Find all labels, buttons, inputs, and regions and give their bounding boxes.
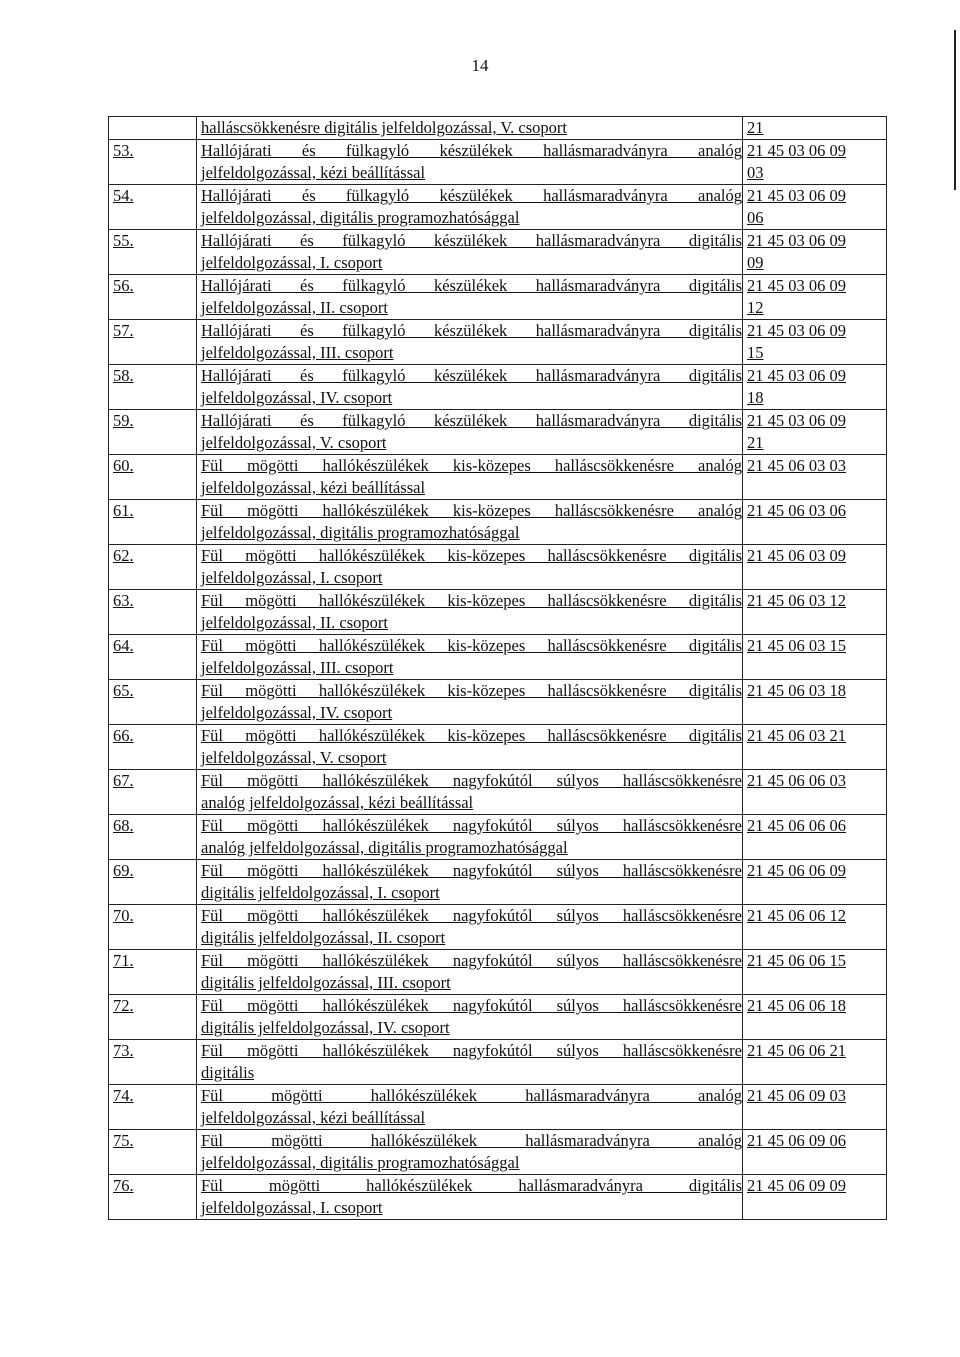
code-line-1: 21 45 06 03 06 xyxy=(747,501,846,520)
row-code xyxy=(743,770,887,815)
row-number: 58. xyxy=(109,365,197,410)
description-line-1: Hallójárati és fülkagyló készülékek hallásmaradványra digitális xyxy=(201,276,742,295)
margin-mark xyxy=(954,30,956,190)
description-line-2: jelfeldolgozással, I. csoport xyxy=(201,253,383,272)
row-code xyxy=(743,500,887,545)
description-line-1: Fül mögötti hallókészülékek kis-közepes halláscsökkenésre digitális xyxy=(201,546,742,565)
description-line-1: Fül mögötti hallókészülékek kis-közepes halláscsökkenésre digitális xyxy=(201,636,742,655)
description-line-1: Fül mögötti hallókészülékek kis-közepes halláscsökkenésre digitális xyxy=(201,681,742,700)
row-code xyxy=(743,1040,887,1085)
table-row xyxy=(109,680,887,725)
description-line-1: Fül mögötti hallókészülékek nagyfokútól súlyos halláscsökkenésre xyxy=(201,771,742,790)
row-number: 57. xyxy=(109,320,197,365)
description-line-1: Hallójárati és fülkagyló készülékek hallásmaradványra digitális xyxy=(201,231,742,250)
code-line-1: 21 45 06 09 09 xyxy=(747,1176,846,1195)
row-number: 67. xyxy=(109,770,197,815)
row-description xyxy=(197,140,743,185)
description-line-2: jelfeldolgozással, II. csoport xyxy=(201,613,388,632)
row-code xyxy=(743,725,887,770)
description-line-1: Fül mögötti hallókészülékek nagyfokútól súlyos halláscsökkenésre xyxy=(201,816,742,835)
description-line-2: jelfeldolgozással, digitális programozhatósággal xyxy=(201,1153,520,1172)
row-code xyxy=(743,860,887,905)
code-line-2: 12 xyxy=(747,298,764,317)
row-description xyxy=(197,905,743,950)
description-line-2: jelfeldolgozással, V. csoport xyxy=(201,748,387,767)
code-line-1: 21 45 03 06 09 xyxy=(747,276,846,295)
row-code xyxy=(743,950,887,995)
description-line-1: Fül mögötti hallókészülékek kis-közepes halláscsökkenésre analóg xyxy=(201,456,742,475)
row-number: 74. xyxy=(109,1085,197,1130)
table-body xyxy=(109,117,887,1220)
description-line-1: Fül mögötti hallókészülékek kis-közepes halláscsökkenésre analóg xyxy=(201,501,742,520)
table-row xyxy=(109,455,887,500)
row-number: 76. xyxy=(109,1175,197,1220)
code-line-1: 21 45 06 06 09 xyxy=(747,861,846,880)
row-description xyxy=(197,275,743,320)
description-line-1: Fül mögötti hallókészülékek hallásmaradványra analóg xyxy=(201,1131,742,1150)
row-description xyxy=(197,770,743,815)
row-description xyxy=(197,500,743,545)
description-line-1: Hallójárati és fülkagyló készülékek hallásmaradványra analóg xyxy=(201,186,742,205)
code-line-2: 15 xyxy=(747,343,764,362)
description-line-2: jelfeldolgozással, digitális programozhatósággal xyxy=(201,523,520,542)
table-row xyxy=(109,815,887,860)
table-row xyxy=(109,635,887,680)
row-code xyxy=(743,1175,887,1220)
description-line-1: Fül mögötti hallókészülékek kis-közepes halláscsökkenésre digitális xyxy=(201,726,742,745)
table-row xyxy=(109,590,887,635)
code-line-1: 21 45 06 03 09 xyxy=(747,546,846,565)
row-description xyxy=(197,320,743,365)
row-description xyxy=(197,725,743,770)
row-description xyxy=(197,365,743,410)
row-description xyxy=(197,185,743,230)
code-line-1: 21 45 06 03 15 xyxy=(747,636,846,655)
description-line-1: Fül mögötti hallókészülékek nagyfokútól súlyos halláscsökkenésre xyxy=(201,1041,742,1060)
row-number: 64. xyxy=(109,635,197,680)
description-line-1: Hallójárati és fülkagyló készülékek hallásmaradványra digitális xyxy=(201,321,742,340)
row-code xyxy=(743,680,887,725)
description-line-1: Fül mögötti hallókészülékek hallásmaradványra digitális xyxy=(201,1176,742,1195)
description-line-2: analóg jelfeldolgozással, kézi beállítással xyxy=(201,793,474,812)
row-description xyxy=(197,635,743,680)
description-line-1: Hallójárati és fülkagyló készülékek hallásmaradványra digitális xyxy=(201,366,742,385)
table-row xyxy=(109,275,887,320)
row-code xyxy=(743,230,887,275)
code-line-2: 03 xyxy=(747,163,764,182)
description-line-1: Fül mögötti hallókészülékek hallásmaradványra analóg xyxy=(201,1086,742,1105)
code-line-1: 21 45 03 06 09 xyxy=(747,141,846,160)
row-description xyxy=(197,860,743,905)
row-description xyxy=(197,1040,743,1085)
row-number: 62. xyxy=(109,545,197,590)
row-number: 59. xyxy=(109,410,197,455)
description-line-1: halláscsökkenésre digitális jelfeldolgozással, V. csoport xyxy=(201,118,567,137)
row-description xyxy=(197,410,743,455)
row-code xyxy=(743,455,887,500)
table-row xyxy=(109,950,887,995)
row-code xyxy=(743,815,887,860)
row-description xyxy=(197,590,743,635)
table-row xyxy=(109,1085,887,1130)
row-number: 72. xyxy=(109,995,197,1040)
row-code xyxy=(743,117,887,140)
table-row xyxy=(109,410,887,455)
row-number: 75. xyxy=(109,1130,197,1175)
table-row xyxy=(109,1040,887,1085)
description-line-2: jelfeldolgozással, kézi beállítással xyxy=(201,1108,426,1127)
row-description xyxy=(197,680,743,725)
code-line-1: 21 45 03 06 09 xyxy=(747,231,846,250)
row-number: 54. xyxy=(109,185,197,230)
description-line-2: jelfeldolgozással, I. csoport xyxy=(201,568,383,587)
row-description xyxy=(197,545,743,590)
row-code xyxy=(743,410,887,455)
row-description xyxy=(197,455,743,500)
description-line-2: digitális xyxy=(201,1063,255,1082)
table-row xyxy=(109,1130,887,1175)
row-code xyxy=(743,365,887,410)
row-number: 63. xyxy=(109,590,197,635)
code-line-1: 21 45 03 06 09 xyxy=(747,186,846,205)
code-line-1: 21 xyxy=(747,118,764,137)
description-line-2: jelfeldolgozással, IV. csoport xyxy=(201,388,393,407)
row-number: 69. xyxy=(109,860,197,905)
table-row xyxy=(109,725,887,770)
row-number: 61. xyxy=(109,500,197,545)
code-line-1: 21 45 06 03 12 xyxy=(747,591,846,610)
table-row xyxy=(109,905,887,950)
table-row xyxy=(109,230,887,275)
description-line-2: digitális jelfeldolgozással, III. csoport xyxy=(201,973,451,992)
row-number: 56. xyxy=(109,275,197,320)
row-number: 65. xyxy=(109,680,197,725)
row-description xyxy=(197,1085,743,1130)
row-number: 60. xyxy=(109,455,197,500)
code-line-1: 21 45 06 09 03 xyxy=(747,1086,846,1105)
page-number: 14 xyxy=(471,56,489,75)
code-line-1: 21 45 03 06 09 xyxy=(747,321,846,340)
table-row xyxy=(109,860,887,905)
row-code xyxy=(743,590,887,635)
row-code xyxy=(743,545,887,590)
table-row xyxy=(109,185,887,230)
row-description xyxy=(197,950,743,995)
code-line-1: 21 45 06 06 18 xyxy=(747,996,846,1015)
description-line-2: analóg jelfeldolgozással, digitális programozhatósággal xyxy=(201,838,568,857)
row-code xyxy=(743,635,887,680)
code-line-2: 21 xyxy=(747,433,764,452)
code-line-1: 21 45 06 06 03 xyxy=(747,771,846,790)
description-line-2: digitális jelfeldolgozással, I. csoport xyxy=(201,883,440,902)
code-line-1: 21 45 03 06 09 xyxy=(747,411,846,430)
row-description xyxy=(197,815,743,860)
description-line-2: jelfeldolgozással, IV. csoport xyxy=(201,703,393,722)
code-line-1: 21 45 06 03 03 xyxy=(747,456,846,475)
code-line-1: 21 45 06 06 06 xyxy=(747,816,846,835)
table-row xyxy=(109,770,887,815)
code-line-1: 21 45 06 06 21 xyxy=(747,1041,846,1060)
row-code xyxy=(743,320,887,365)
row-code xyxy=(743,140,887,185)
description-line-1: Hallójárati és fülkagyló készülékek hallásmaradványra digitális xyxy=(201,411,742,430)
code-line-1: 21 45 06 03 21 xyxy=(747,726,846,745)
code-line-2: 06 xyxy=(747,208,764,227)
table-row xyxy=(109,117,887,140)
row-description xyxy=(197,1130,743,1175)
description-line-1: Fül mögötti hallókészülékek nagyfokútól súlyos halláscsökkenésre xyxy=(201,951,742,970)
code-line-1: 21 45 06 06 15 xyxy=(747,951,846,970)
row-number: 66. xyxy=(109,725,197,770)
row-code xyxy=(743,995,887,1040)
code-line-1: 21 45 06 03 18 xyxy=(747,681,846,700)
row-code xyxy=(743,1130,887,1175)
description-line-2: jelfeldolgozással, V. csoport xyxy=(201,433,387,452)
table-row xyxy=(109,500,887,545)
row-number xyxy=(109,117,197,140)
description-line-2: jelfeldolgozással, III. csoport xyxy=(201,658,394,677)
description-line-2: jelfeldolgozással, digitális programozhatósággal xyxy=(201,208,520,227)
code-line-2: 18 xyxy=(747,388,764,407)
code-line-2: 09 xyxy=(747,253,764,272)
description-line-2: jelfeldolgozással, kézi beállítással xyxy=(201,163,426,182)
description-line-1: Fül mögötti hallókészülékek nagyfokútól súlyos halláscsökkenésre xyxy=(201,996,742,1015)
table-row xyxy=(109,140,887,185)
code-line-1: 21 45 03 06 09 xyxy=(747,366,846,385)
description-line-1: Fül mögötti hallókészülékek nagyfokútól súlyos halláscsökkenésre xyxy=(201,861,742,880)
row-description xyxy=(197,995,743,1040)
description-line-1: Fül mögötti hallókészülékek kis-közepes halláscsökkenésre digitális xyxy=(201,591,742,610)
table-row xyxy=(109,320,887,365)
table-row xyxy=(109,545,887,590)
description-line-1: Hallójárati és fülkagyló készülékek hallásmaradványra analóg xyxy=(201,141,742,160)
row-code xyxy=(743,185,887,230)
row-number: 73. xyxy=(109,1040,197,1085)
row-code xyxy=(743,905,887,950)
table-row xyxy=(109,995,887,1040)
description-line-2: digitális jelfeldolgozással, II. csoport xyxy=(201,928,446,947)
code-line-1: 21 45 06 09 06 xyxy=(747,1131,846,1150)
description-line-2: jelfeldolgozással, I. csoport xyxy=(201,1198,383,1217)
row-number: 68. xyxy=(109,815,197,860)
row-description xyxy=(197,1175,743,1220)
description-line-1: Fül mögötti hallókészülékek nagyfokútól súlyos halláscsökkenésre xyxy=(201,906,742,925)
row-description xyxy=(197,230,743,275)
description-line-2: jelfeldolgozással, III. csoport xyxy=(201,343,394,362)
description-line-2: digitális jelfeldolgozással, IV. csoport xyxy=(201,1018,450,1037)
device-code-table xyxy=(108,116,887,1220)
row-description xyxy=(197,117,743,140)
row-number: 55. xyxy=(109,230,197,275)
row-code xyxy=(743,1085,887,1130)
table-row xyxy=(109,1175,887,1220)
row-number: 71. xyxy=(109,950,197,995)
table-row xyxy=(109,365,887,410)
row-number: 70. xyxy=(109,905,197,950)
description-line-2: jelfeldolgozással, II. csoport xyxy=(201,298,388,317)
code-line-1: 21 45 06 06 12 xyxy=(747,906,846,925)
description-line-2: jelfeldolgozással, kézi beállítással xyxy=(201,478,426,497)
row-number: 53. xyxy=(109,140,197,185)
row-code xyxy=(743,275,887,320)
